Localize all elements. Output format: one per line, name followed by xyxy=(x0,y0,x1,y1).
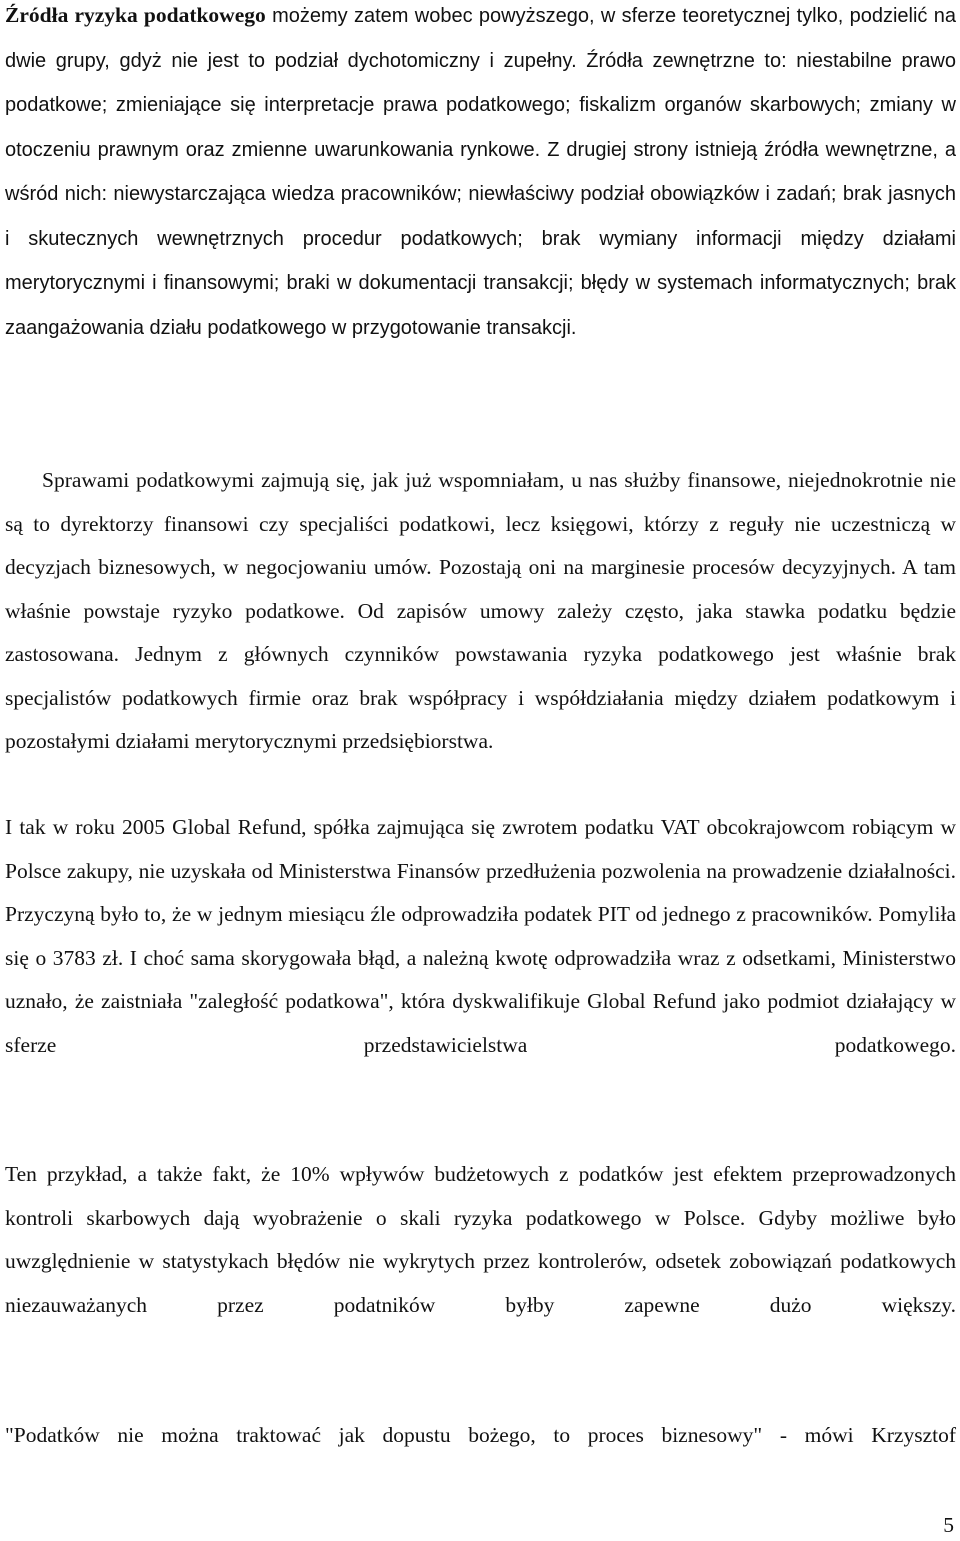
paragraph-quote: "Podatków nie można traktować jak dopustu bożego, to proces biznesowy" - mówi Krzysztof xyxy=(5,1423,956,1447)
paragraph-budget-example: Ten przykład, a także fakt, że 10% wpływów budżetowych z podatków jest efektem przeprowadzonych kontroli skarbowych dają wyobrażenie o skali ryzyka podatkowego w Polsce. Gdyby możliwe było uwzględnienie w statystykach błędów nie wykrytych przez kontrolerów, odsetek zobowiązań podatkowych niezauważanych przez podatników byłby zapewne dużo większy. xyxy=(5,1162,956,1317)
bold-lead-phrase: Źródła ryzyka podatkowego xyxy=(5,3,266,27)
page-number: 5 xyxy=(943,1513,954,1537)
paragraph-tax-risk-sources xyxy=(5,0,956,350)
paragraph-global-refund: I tak w roku 2005 Global Refund, spółka zajmująca się zwrotem podatku VAT obcokrajowcom robiącym w Polsce zakupy, nie uzyskała od Ministerstwa Finansów przedłużenia pozwolenia na prowadzenie działalności. Przyczyną było to, że w jednym miesiącu źle odprowadziła podatek PIT od jednego z pracowników. Pomyliła się o 3783 zł. I choć sama skorygowała błąd, a należną kwotę odprowadziła wraz z odsetkami, Ministerstwo uznało, że zaistniała "zaległość podatkowa", która dyskwalifikuje Global Refund jako podmiot działający w sferze przedstawicielstwa podatkowego. xyxy=(5,815,956,1057)
paragraph-tax-matters: Sprawami podatkowymi zajmują się, jak już wspomniałam, u nas służby finansowe, niejednokrotnie nie są to dyrektorzy finansowi czy specjaliści podatkowi, lecz księgowi, którzy z reguły nie uczestniczą w decyzjach biznesowych, w negocjowaniu umów. Pozostają oni na marginesie procesów decyzyjnych. A tam właśnie powstaje ryzyko podatkowe. Od zapisów umowy zależy często, jaka stawka podatku będzie zastosowana. Jednym z głównych czynników powstawania ryzyka podatkowego jest właśnie brak specjalistów podatkowych firmie oraz brak współpracy i współdziałania między działem podatkowym i pozostałymi działami merytorycznymi przedsiębiorstwa. xyxy=(5,468,956,753)
sans-text-external-sources: możemy zatem wobec powyższego, w sferze teoretycznej tylko, podzielić na dwie grupy, gdyż nie jest to podział dychotomiczny i zupełny. Źródła zewnętrzne to: niestabilne prawo podatkowe; zmieniające się interpretacje prawa podatkowego; fiskalizm organów skarbowych; zmiany w otoczeniu prawnym oraz zmienne uwarunkowania rynkowe. xyxy=(5,5,956,161)
sans-text-internal-sources: Z drugiej strony istnieją źródła wewnętrzne, a wśród nich: niewystarczająca wiedza pracowników; niewłaściwy podział obowiązków i zadań; brak jasnych i skutecznych wewnętrznych procedur podatkowych; brak wymiany informacji między działami merytorycznymi i finansowymi; braki w dokumentacji transakcji; błędy w systemach informatycznych; brak zaangażowania działu podatkowego w przygotowanie transakcji. xyxy=(5,138,956,339)
